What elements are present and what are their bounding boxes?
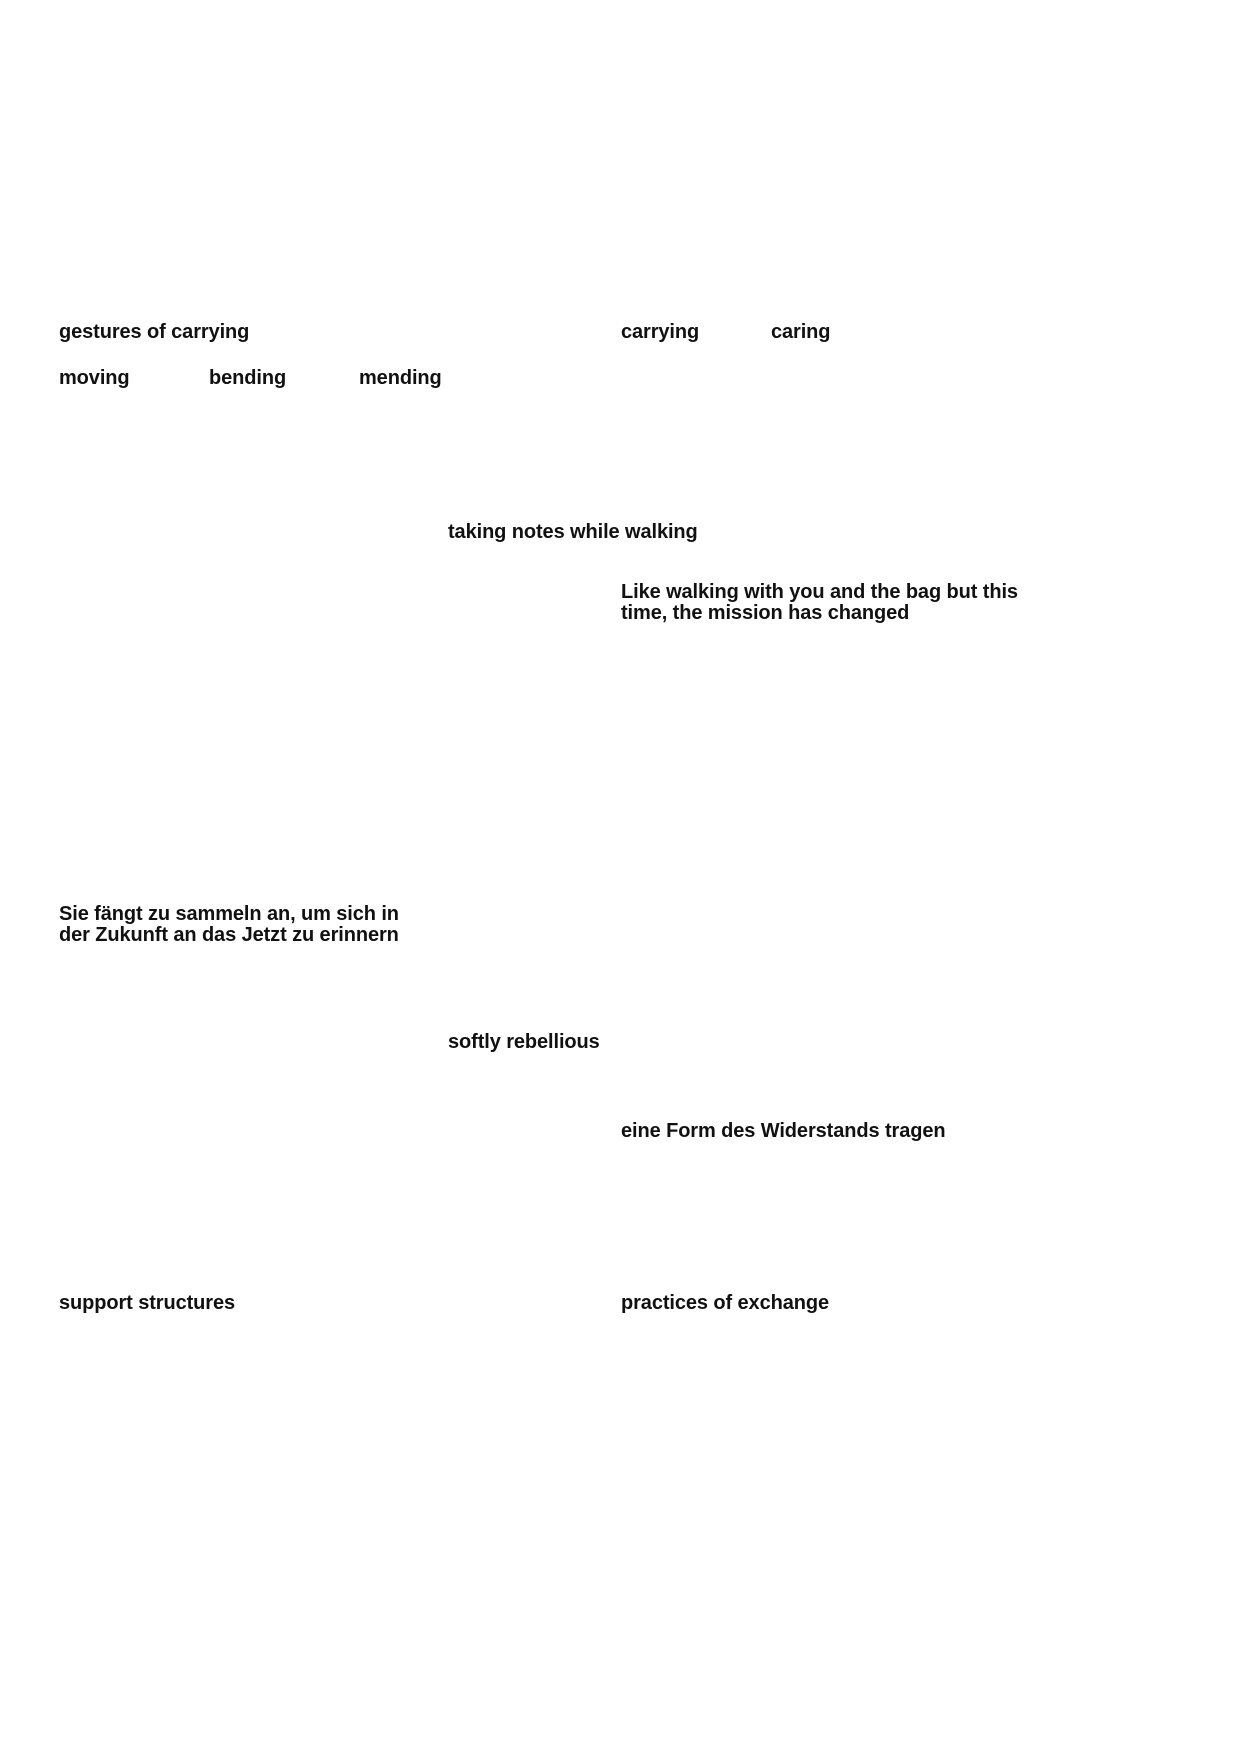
phrase-caring: caring bbox=[771, 321, 831, 343]
phrase-sie-faengt: Sie fängt zu sammeln an, um sich in der Zukunft an das Jetzt zu erinnern bbox=[59, 903, 399, 946]
phrase-support-structures: support structures bbox=[59, 1292, 236, 1314]
phrase-like-walking: Like walking with you and the bag but this time, the mission has changed bbox=[621, 581, 1018, 624]
phrase-softly-rebellious: softly rebellious bbox=[448, 1031, 600, 1053]
phrase-practices-of-exchange: practices of exchange bbox=[621, 1292, 829, 1314]
phrase-mending: mending bbox=[359, 367, 442, 389]
phrase-gestures-of-carrying: gestures of carrying bbox=[59, 321, 250, 343]
phrase-bending: bending bbox=[209, 367, 287, 389]
phrase-eine-form: eine Form des Widerstands tragen bbox=[621, 1120, 946, 1142]
phrase-taking-notes: taking notes while walking bbox=[448, 521, 698, 543]
phrase-carrying: carrying bbox=[621, 321, 700, 343]
phrase-moving: moving bbox=[59, 367, 130, 389]
